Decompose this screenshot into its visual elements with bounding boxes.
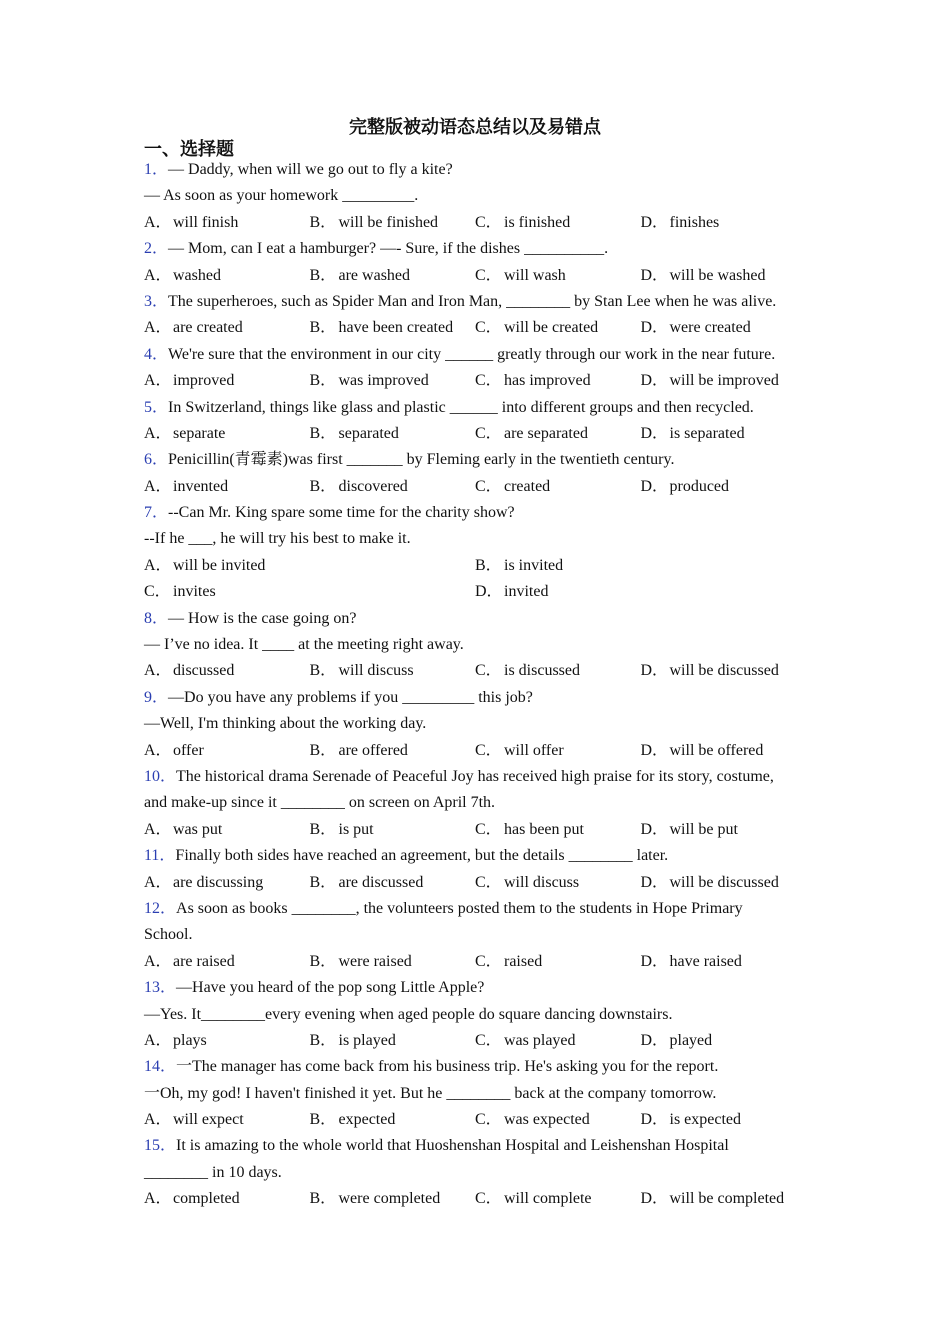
option-letter: A． xyxy=(144,662,172,680)
option-text: was improved xyxy=(338,372,429,390)
answer-option[interactable] xyxy=(641,1028,807,1054)
option-text: has improved xyxy=(504,372,591,390)
question-line xyxy=(144,1081,814,1107)
answer-option[interactable] xyxy=(475,949,641,975)
answer-option[interactable] xyxy=(144,210,310,236)
option-letter: D． xyxy=(640,319,669,337)
answer-option[interactable] xyxy=(310,658,476,684)
answer-option[interactable] xyxy=(475,421,641,447)
answer-option[interactable] xyxy=(144,817,310,843)
option-letter: D． xyxy=(640,372,669,390)
answer-option[interactable] xyxy=(475,210,641,236)
option-row xyxy=(144,817,814,843)
option-row xyxy=(144,474,814,500)
option-letter: B． xyxy=(309,820,337,838)
answer-option[interactable] xyxy=(641,870,807,896)
question-text: — How is the case going on? xyxy=(168,609,357,627)
answer-option[interactable] xyxy=(144,870,310,896)
option-text: expected xyxy=(338,1111,396,1129)
answer-option[interactable] xyxy=(641,817,807,843)
option-letter: D． xyxy=(640,1111,669,1129)
question-number: 12． xyxy=(144,899,177,917)
option-row xyxy=(144,263,814,289)
answer-option[interactable] xyxy=(310,1107,476,1133)
option-letter: B． xyxy=(309,1031,337,1049)
question-item xyxy=(144,500,814,606)
question-line xyxy=(144,1160,814,1186)
answer-option[interactable] xyxy=(144,1186,310,1212)
option-letter: A． xyxy=(144,1190,172,1208)
question-line xyxy=(144,1054,814,1080)
option-text: have been created xyxy=(338,319,454,337)
question-number: 5． xyxy=(144,398,169,416)
answer-option[interactable] xyxy=(310,210,476,236)
option-text: invented xyxy=(173,477,229,495)
option-letter: B． xyxy=(309,1111,337,1129)
option-row xyxy=(144,949,814,975)
option-text: will be discussed xyxy=(669,662,779,680)
question-item xyxy=(144,606,814,685)
option-text: is put xyxy=(338,820,374,838)
question-item xyxy=(144,342,814,395)
option-text: are created xyxy=(173,319,243,337)
option-letter: C． xyxy=(475,266,502,284)
question-number: 7． xyxy=(144,504,169,522)
question-item xyxy=(144,447,814,500)
option-letter: A． xyxy=(144,873,172,891)
option-letter: D． xyxy=(640,952,669,970)
question-number: 3． xyxy=(144,292,169,310)
option-letter: B． xyxy=(475,556,502,574)
question-number: 15． xyxy=(144,1137,177,1155)
option-letter: A． xyxy=(144,424,172,442)
option-letter: C． xyxy=(475,477,502,495)
answer-option[interactable] xyxy=(475,579,806,605)
answer-option[interactable] xyxy=(310,315,476,341)
question-text: --If he ___, he will try his best to make it. xyxy=(144,530,411,548)
question-text: 一The manager has come back from his business trip. He's asking you for the report. xyxy=(176,1058,719,1076)
option-text: will be discussed xyxy=(669,873,779,891)
answer-option[interactable] xyxy=(475,817,641,843)
answer-option[interactable] xyxy=(475,368,641,394)
option-text: were raised xyxy=(338,952,412,970)
option-text: plays xyxy=(173,1031,207,1049)
answer-option[interactable] xyxy=(310,870,476,896)
option-letter: C． xyxy=(475,319,502,337)
option-text: is separated xyxy=(669,424,745,442)
option-text: will be improved xyxy=(669,372,779,390)
option-letter: C． xyxy=(475,424,502,442)
question-line xyxy=(144,922,814,948)
option-text: is discussed xyxy=(504,662,580,680)
question-text: 一Oh, my god! I haven't finished it yet. But he ________ back at the company tomorrow. xyxy=(144,1084,717,1102)
option-text: was played xyxy=(504,1031,576,1049)
question-text: The superheroes, such as Spider Man and Iron Man, ________ by Stan Lee when he was alive. xyxy=(168,292,777,310)
option-letter: A． xyxy=(144,266,172,284)
option-text: are offered xyxy=(338,741,408,759)
option-letter: A． xyxy=(144,213,172,231)
question-line xyxy=(144,843,814,869)
option-row xyxy=(144,738,814,764)
answer-option[interactable] xyxy=(144,738,310,764)
question-line xyxy=(144,236,814,262)
section-heading: 一、选择题 xyxy=(144,139,234,159)
option-row xyxy=(144,421,814,447)
option-letter: D． xyxy=(640,424,669,442)
answer-option[interactable] xyxy=(641,949,807,975)
option-text: are separated xyxy=(504,424,588,442)
document-title: 完整版被动语态总结以及易错点 xyxy=(349,117,601,137)
question-text: —Do you have any problems if you _________ this job? xyxy=(168,688,533,706)
question-number: 1． xyxy=(144,161,169,178)
option-text: will finish xyxy=(173,213,239,231)
option-row xyxy=(144,870,814,896)
option-text: will wash xyxy=(504,266,566,284)
answer-option[interactable] xyxy=(475,474,641,500)
option-letter: D． xyxy=(640,1190,669,1208)
option-text: invited xyxy=(504,583,549,601)
question-text: —Yes. It________every evening when aged people do square dancing downstairs. xyxy=(144,1005,673,1023)
option-letter: C． xyxy=(475,873,502,891)
answer-option[interactable] xyxy=(641,738,807,764)
question-number: 13． xyxy=(144,979,177,997)
answer-option[interactable] xyxy=(475,658,641,684)
answer-option[interactable] xyxy=(144,315,310,341)
option-letter: B． xyxy=(309,662,337,680)
option-letter: D． xyxy=(640,266,669,284)
option-letter: C． xyxy=(475,952,502,970)
question-item xyxy=(144,236,814,289)
option-letter: C． xyxy=(475,372,502,390)
question-line xyxy=(144,395,814,421)
option-text: is finished xyxy=(504,213,571,231)
option-text: is expected xyxy=(669,1111,742,1129)
question-line xyxy=(144,711,814,737)
question-line xyxy=(144,790,814,816)
option-letter: C． xyxy=(475,1031,502,1049)
answer-option[interactable] xyxy=(144,579,475,605)
option-row xyxy=(144,658,814,684)
answer-option[interactable] xyxy=(475,1186,641,1212)
option-text: separate xyxy=(173,424,226,442)
option-text: will be put xyxy=(669,820,738,838)
question-text: --Can Mr. King spare some time for the charity show? xyxy=(168,504,515,522)
answer-option[interactable] xyxy=(641,210,807,236)
answer-option[interactable] xyxy=(144,1107,310,1133)
question-line xyxy=(144,447,814,473)
question-text: We're sure that the environment in our city ______ greatly through our work in the near future. xyxy=(168,345,776,363)
question-line xyxy=(144,289,814,315)
question-item xyxy=(144,289,814,342)
option-text: will be invited xyxy=(173,556,266,574)
option-letter: B． xyxy=(309,213,337,231)
question-line xyxy=(144,606,814,632)
option-letter: A． xyxy=(144,820,172,838)
option-letter: A． xyxy=(144,741,172,759)
answer-option[interactable] xyxy=(641,1186,807,1212)
option-text: raised xyxy=(504,952,543,970)
question-line xyxy=(144,157,814,183)
option-text: will expect xyxy=(173,1111,244,1129)
option-text: will be offered xyxy=(669,741,764,759)
option-text: played xyxy=(669,1031,713,1049)
option-text: is played xyxy=(338,1031,396,1049)
question-text: As soon as books ________, the volunteers posted them to the students in Hope Primary xyxy=(176,899,743,917)
question-item xyxy=(144,896,814,975)
option-letter: C． xyxy=(475,662,502,680)
question-list xyxy=(144,157,814,1213)
question-item xyxy=(144,1054,814,1133)
answer-option[interactable] xyxy=(144,1028,310,1054)
option-text: will be finished xyxy=(338,213,439,231)
option-letter: B． xyxy=(309,873,337,891)
question-text: — Daddy, when will we go out to fly a kite? xyxy=(168,161,453,178)
option-text: will discuss xyxy=(338,662,414,680)
question-item xyxy=(144,843,814,896)
option-letter: C． xyxy=(475,741,502,759)
question-text: Penicillin(青霉素)was first _______ by Fleming early in the twentieth century. xyxy=(168,451,675,469)
option-text: discovered xyxy=(338,477,408,495)
answer-option[interactable] xyxy=(310,1028,476,1054)
question-line xyxy=(144,526,814,552)
question-line xyxy=(144,632,814,658)
option-letter: A． xyxy=(144,1031,172,1049)
option-letter: B． xyxy=(309,424,337,442)
option-text: are washed xyxy=(338,266,411,284)
option-letter: B． xyxy=(309,372,337,390)
question-text: and make-up since it ________ on screen on April 7th. xyxy=(144,794,496,812)
option-letter: A． xyxy=(144,372,172,390)
option-text: has been put xyxy=(504,820,584,838)
option-text: are discussed xyxy=(338,873,424,891)
answer-option[interactable] xyxy=(475,315,641,341)
question-line xyxy=(144,896,814,922)
question-text: ________ in 10 days. xyxy=(144,1163,282,1181)
answer-option[interactable] xyxy=(144,553,475,579)
question-text: In Switzerland, things like glass and plastic ______ into different groups and then recycled. xyxy=(168,398,754,416)
option-text: was expected xyxy=(504,1111,590,1129)
answer-option[interactable] xyxy=(310,1186,476,1212)
answer-option[interactable] xyxy=(310,263,476,289)
answer-option[interactable] xyxy=(641,315,807,341)
option-letter: C． xyxy=(475,1190,502,1208)
question-text: It is amazing to the whole world that Huoshenshan Hospital and Leishenshan Hospital xyxy=(176,1137,729,1155)
option-text: created xyxy=(504,477,551,495)
question-line xyxy=(144,975,814,1001)
option-letter: D． xyxy=(640,662,669,680)
answer-option[interactable] xyxy=(310,474,476,500)
option-row xyxy=(144,1028,814,1054)
answer-option[interactable] xyxy=(475,1028,641,1054)
option-text: were created xyxy=(669,319,751,337)
question-text: The historical drama Serenade of Peaceful Joy has received high praise for its story, costume, xyxy=(176,767,774,785)
question-line xyxy=(144,342,814,368)
answer-option[interactable] xyxy=(475,738,641,764)
option-letter: D． xyxy=(640,741,669,759)
question-number: 10． xyxy=(144,767,177,785)
question-text: — As soon as your homework _________. xyxy=(144,187,419,205)
option-text: are discussing xyxy=(173,873,264,891)
option-row xyxy=(144,315,814,341)
option-text: will discuss xyxy=(504,873,580,891)
question-line xyxy=(144,685,814,711)
option-letter: B． xyxy=(309,1190,337,1208)
option-text: is invited xyxy=(504,556,564,574)
answer-option[interactable] xyxy=(641,1107,807,1133)
answer-option[interactable] xyxy=(641,421,807,447)
question-number: 9． xyxy=(144,688,169,706)
answer-option[interactable] xyxy=(310,949,476,975)
question-text: — I’ve no idea. It ____ at the meeting right away. xyxy=(144,636,464,654)
answer-option[interactable] xyxy=(144,421,310,447)
option-text: have raised xyxy=(669,952,742,970)
question-line xyxy=(144,500,814,526)
answer-option[interactable] xyxy=(641,368,807,394)
option-letter: D． xyxy=(640,213,669,231)
option-letter: C． xyxy=(144,583,171,601)
option-letter: C． xyxy=(475,820,502,838)
option-text: discussed xyxy=(173,662,235,680)
option-letter: D． xyxy=(640,820,669,838)
option-text: will be created xyxy=(504,319,599,337)
option-letter: A． xyxy=(144,1111,172,1129)
option-letter: A． xyxy=(144,556,172,574)
option-letter: B． xyxy=(309,477,337,495)
question-item xyxy=(144,764,814,843)
option-text: will offer xyxy=(504,741,564,759)
question-number: 11． xyxy=(144,847,176,865)
option-text: completed xyxy=(173,1190,240,1208)
option-row xyxy=(144,368,814,394)
option-letter: D． xyxy=(640,873,669,891)
answer-option[interactable] xyxy=(144,949,310,975)
answer-option[interactable] xyxy=(144,474,310,500)
answer-option[interactable] xyxy=(641,474,807,500)
question-line xyxy=(144,764,814,790)
question-item xyxy=(144,157,814,236)
option-text: finishes xyxy=(669,213,720,231)
option-text: will be completed xyxy=(669,1190,785,1208)
option-letter: A． xyxy=(144,319,172,337)
option-letter: B． xyxy=(309,952,337,970)
option-row xyxy=(144,1107,814,1133)
answer-option[interactable] xyxy=(310,738,476,764)
option-text: will complete xyxy=(504,1190,592,1208)
answer-option[interactable] xyxy=(641,658,807,684)
option-letter: A． xyxy=(144,477,172,495)
option-row xyxy=(144,1186,814,1212)
question-text: Finally both sides have reached an agreement, but the details ________ later. xyxy=(175,847,669,865)
question-text: —Have you heard of the pop song Little Apple? xyxy=(176,979,485,997)
answer-option[interactable] xyxy=(641,263,807,289)
question-line xyxy=(144,1002,814,1028)
option-text: were completed xyxy=(338,1190,441,1208)
option-letter: A． xyxy=(144,952,172,970)
option-text: produced xyxy=(669,477,730,495)
option-letter: B． xyxy=(309,319,337,337)
question-item xyxy=(144,975,814,1054)
question-number: 6． xyxy=(144,451,169,469)
question-number: 14． xyxy=(144,1058,177,1076)
answer-option[interactable] xyxy=(310,817,476,843)
option-text: separated xyxy=(338,424,399,442)
option-letter: D． xyxy=(640,1031,669,1049)
answer-option[interactable] xyxy=(475,1107,641,1133)
question-item xyxy=(144,685,814,764)
option-text: was put xyxy=(173,820,223,838)
answer-option[interactable] xyxy=(475,870,641,896)
answer-option[interactable] xyxy=(310,421,476,447)
question-number: 8． xyxy=(144,609,169,627)
answer-option[interactable] xyxy=(144,263,310,289)
question-text: School. xyxy=(144,926,193,944)
option-text: are raised xyxy=(173,952,235,970)
question-text: — Mom, can I eat a hamburger? —- Sure, if the dishes __________. xyxy=(168,240,609,258)
option-letter: C． xyxy=(475,213,502,231)
answer-option[interactable] xyxy=(144,368,310,394)
option-text: will be washed xyxy=(669,266,766,284)
option-letter: B． xyxy=(309,741,337,759)
option-letter: B． xyxy=(309,266,337,284)
option-text: invites xyxy=(173,583,216,601)
question-number: 4． xyxy=(144,345,169,363)
question-number: 2． xyxy=(144,240,169,258)
option-letter: C． xyxy=(475,1111,502,1129)
answer-option[interactable] xyxy=(310,368,476,394)
option-text: offer xyxy=(173,741,204,759)
answer-option[interactable] xyxy=(144,658,310,684)
option-letter: D． xyxy=(475,583,503,601)
answer-option[interactable] xyxy=(475,263,641,289)
question-line xyxy=(144,183,814,209)
option-letter: D． xyxy=(640,477,669,495)
question-line xyxy=(144,1133,814,1159)
option-row xyxy=(144,553,814,606)
option-text: improved xyxy=(173,372,235,390)
option-text: washed xyxy=(173,266,221,284)
answer-option[interactable] xyxy=(475,553,806,579)
question-item xyxy=(144,1133,814,1212)
question-text: —Well, I'm thinking about the working day. xyxy=(144,715,427,733)
option-row xyxy=(144,210,814,236)
question-item xyxy=(144,395,814,448)
